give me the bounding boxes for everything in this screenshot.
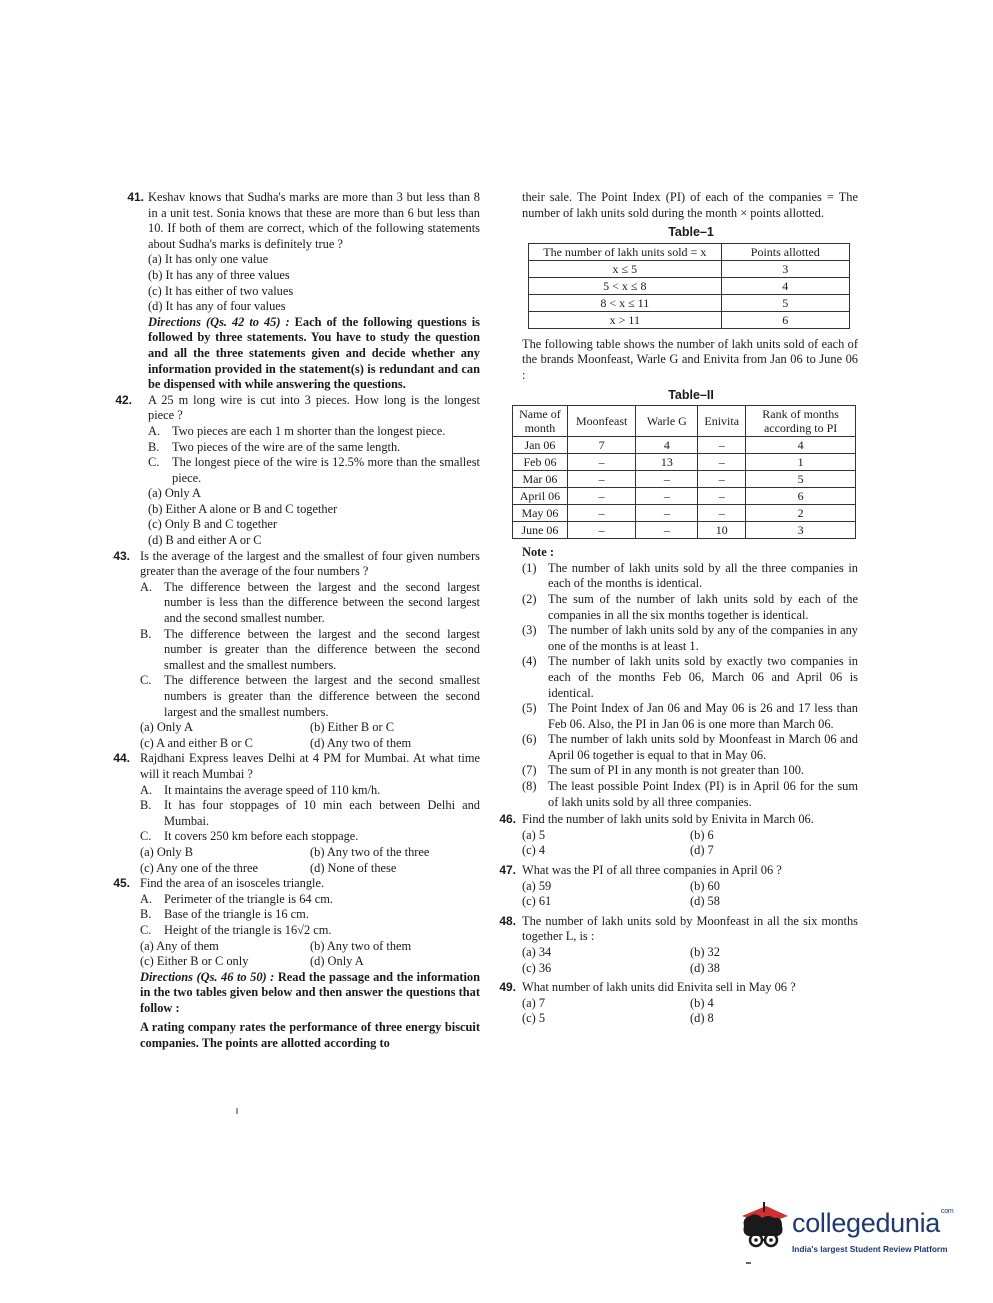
table-header: Points allotted bbox=[721, 243, 849, 260]
table-cell: x > 11 bbox=[529, 311, 722, 328]
question-41 bbox=[112, 190, 480, 393]
table-cell: – bbox=[636, 488, 698, 505]
option: (c) 61 bbox=[522, 894, 552, 909]
note-text: The least possible Point Index (PI) is in April 06 for the sum of lakh units sold by all three companies. bbox=[548, 779, 858, 809]
table-cell: – bbox=[698, 505, 746, 522]
table-cell: – bbox=[636, 505, 698, 522]
statement-label: A. bbox=[148, 423, 161, 438]
table-header: Rank of months according to PI bbox=[746, 406, 856, 437]
statement-b bbox=[148, 440, 480, 456]
table-cell: June 06 bbox=[513, 522, 568, 539]
table-row bbox=[513, 437, 856, 454]
table1-caption: Table–1 bbox=[668, 225, 714, 240]
table-cell: 3 bbox=[746, 522, 856, 539]
question-number: 44. bbox=[113, 751, 130, 766]
logo-wordmark: collegedunia bbox=[792, 1208, 941, 1238]
note-label: (7) bbox=[522, 763, 537, 778]
question-number: 48. bbox=[499, 913, 516, 928]
option: (b) 32 bbox=[690, 945, 720, 959]
directions-text: Each of the following questions is followed by three statements. You have to study the question and all the three statements given and decide whether any information provided in the statement(s) is redundant and can be dispensed with while answering the questions. bbox=[148, 314, 480, 392]
note-label: (2) bbox=[522, 591, 537, 606]
table-row bbox=[513, 471, 856, 488]
option: (c) Only B and C together bbox=[148, 517, 278, 532]
question-number: 43. bbox=[113, 548, 130, 563]
option: (b) Either A alone or B and C together bbox=[148, 501, 338, 516]
option: (b) 4 bbox=[690, 995, 714, 1010]
note-item bbox=[522, 763, 858, 779]
table-header: Moonfeast bbox=[567, 406, 636, 437]
question-text: Rajdhani Express leaves Delhi at 4 PM for Mumbai. At what time will it reach Mumbai ? bbox=[140, 751, 480, 781]
note-item bbox=[522, 732, 858, 763]
table-row bbox=[513, 522, 856, 539]
option: (b) Any two of them bbox=[310, 938, 412, 953]
statement-c bbox=[140, 673, 480, 720]
options-grid bbox=[140, 720, 480, 751]
table-cell: – bbox=[636, 522, 698, 539]
note-text: The number of lakh units sold by exactly two companies in each of the months Feb 06, March 06 and April 06 is identical. bbox=[548, 654, 858, 700]
statement-text: The longest piece of the wire is 12.5% more than the smallest piece. bbox=[172, 455, 480, 485]
table-row bbox=[513, 454, 856, 471]
question-45 bbox=[104, 876, 480, 1052]
statement-text: The difference between the largest and the second largest number is less than the difference between the second largest and the second smallest number. bbox=[164, 579, 480, 626]
table-row bbox=[529, 277, 850, 294]
table-cell: – bbox=[567, 505, 636, 522]
note-label: (8) bbox=[522, 779, 537, 794]
option: (b) 60 bbox=[690, 878, 720, 893]
scan-mark bbox=[236, 1108, 238, 1114]
statement-text: Base of the triangle is 16 cm. bbox=[164, 907, 309, 922]
question-text: Is the average of the largest and the smallest of four given numbers greater than the average of the four numbers ? bbox=[140, 548, 480, 579]
statement-c bbox=[140, 923, 480, 939]
note-label: (4) bbox=[522, 654, 537, 669]
table-row bbox=[513, 488, 856, 505]
statement-label: C. bbox=[148, 455, 160, 470]
option: (a) Only A bbox=[140, 720, 193, 735]
note-text: The sum of the number of lakh units sold by each of the companies in all the six months together is identical. bbox=[548, 591, 858, 622]
option: (d) Any two of them bbox=[310, 735, 412, 750]
statement-text: It covers 250 km before each stoppage. bbox=[164, 829, 359, 844]
table-row bbox=[529, 311, 850, 328]
options-grid bbox=[140, 939, 480, 970]
logo-tagline: India's largest Student Review Platform bbox=[792, 1244, 948, 1254]
option: (b) Either B or C bbox=[310, 720, 394, 735]
option: (d) None of these bbox=[310, 860, 397, 875]
options-grid bbox=[522, 879, 858, 910]
option: (c) It has either of two values bbox=[148, 283, 294, 298]
option: (d) 7 bbox=[690, 843, 714, 858]
options-grid bbox=[522, 945, 858, 976]
table-cell: May 06 bbox=[513, 505, 568, 522]
question-text: Find the area of an isosceles triangle. bbox=[140, 876, 325, 891]
left-column bbox=[112, 190, 480, 1052]
table-cell: x ≤ 5 bbox=[529, 260, 722, 277]
notes-section bbox=[494, 545, 858, 810]
option: (d) It has any of four values bbox=[148, 299, 286, 314]
note-title: Note : bbox=[522, 545, 554, 560]
question-text: The number of lakh units sold by Moonfeast in all the six months together L, is : bbox=[522, 913, 858, 944]
passage-text: A rating company rates the performance of three energy biscuit companies. The points are allotted according to bbox=[140, 1020, 480, 1051]
directions-46-50 bbox=[140, 970, 480, 1017]
statement-label: B. bbox=[148, 439, 160, 454]
table-header: Name of month bbox=[513, 406, 568, 437]
question-43 bbox=[104, 549, 480, 752]
note-text: The number of lakh units sold by any of the companies in any one of the months is at least 1. bbox=[548, 623, 858, 653]
table-cell: 13 bbox=[636, 454, 698, 471]
option: (d) B and either A or C bbox=[148, 533, 262, 548]
option: (a) Only A bbox=[148, 486, 201, 501]
table-cell: – bbox=[567, 454, 636, 471]
options-grid bbox=[140, 845, 480, 876]
statement-label: C. bbox=[140, 829, 152, 844]
note-text: The sum of PI in any month is not greater than 100. bbox=[548, 763, 805, 778]
note-item bbox=[522, 623, 858, 654]
table-cell: 5 bbox=[746, 471, 856, 488]
table-cell: 4 bbox=[636, 437, 698, 454]
question-number: 42. bbox=[115, 392, 132, 407]
question-47 bbox=[494, 863, 858, 910]
table-cell: 3 bbox=[721, 260, 849, 277]
table-header-row bbox=[513, 406, 856, 437]
option: (b) Any two of the three bbox=[310, 844, 430, 859]
statement-text: Two pieces are each 1 m shorter than the longest piece. bbox=[172, 423, 446, 438]
collegedunia-logo[interactable] bbox=[736, 1196, 964, 1266]
note-label: (5) bbox=[522, 701, 537, 716]
directions-text: Read the passage and the information in the two tables given below and then answer the questions that follow : bbox=[140, 969, 480, 1015]
option: (d) Only A bbox=[310, 954, 364, 969]
directions-label: Directions (Qs. 46 to 50) : bbox=[140, 969, 275, 984]
statement-c bbox=[148, 455, 480, 486]
statement-text: Two pieces of the wire are of the same length. bbox=[172, 439, 401, 454]
points-table bbox=[528, 243, 850, 329]
table-cell: – bbox=[567, 488, 636, 505]
question-48 bbox=[494, 914, 858, 976]
statement-label: A. bbox=[140, 579, 153, 594]
table-cell: 7 bbox=[567, 437, 636, 454]
options-grid bbox=[522, 996, 858, 1027]
question-text: What number of lakh units did Enivita sell in May 06 ? bbox=[522, 980, 796, 995]
statement-label: A. bbox=[140, 782, 153, 797]
table-cell: – bbox=[698, 471, 746, 488]
statement-b bbox=[140, 907, 480, 923]
option: (c) 36 bbox=[522, 960, 552, 975]
question-49 bbox=[494, 980, 858, 1027]
note-item bbox=[522, 779, 858, 810]
statement-a bbox=[148, 424, 480, 440]
table-cell: Mar 06 bbox=[513, 471, 568, 488]
option: (c) Either B or C only bbox=[140, 954, 249, 969]
logo-suffix: com bbox=[941, 1208, 954, 1215]
sales-table bbox=[512, 405, 856, 539]
statement-text: The difference between the largest and the second smallest numbers is greater than the difference between the second largest and the smallest numbers. bbox=[164, 673, 480, 719]
question-text: What was the PI of all three companies in April 06 ? bbox=[522, 863, 782, 878]
option: (a) Only B bbox=[140, 844, 193, 859]
option: (a) It has only one value bbox=[148, 252, 269, 267]
option: (a) 59 bbox=[522, 878, 552, 893]
table-header: Warle G bbox=[636, 406, 698, 437]
directions-label: Directions (Qs. 42 to 45) : bbox=[148, 314, 290, 329]
statement-a bbox=[140, 580, 480, 627]
option: (a) Any of them bbox=[140, 938, 219, 953]
note-label: (6) bbox=[522, 732, 537, 747]
table-cell: April 06 bbox=[513, 488, 568, 505]
statement-text: Height of the triangle is 16√2 cm. bbox=[164, 922, 332, 937]
table-cell: – bbox=[698, 488, 746, 505]
option: (c) 5 bbox=[522, 1011, 546, 1026]
statement-b bbox=[140, 798, 480, 829]
directions-42-45 bbox=[148, 315, 480, 393]
table-header-row bbox=[529, 243, 850, 260]
question-number: 47. bbox=[499, 863, 516, 878]
statement-text: Perimeter of the triangle is 64 cm. bbox=[164, 891, 333, 906]
question-46 bbox=[494, 812, 858, 859]
question-42 bbox=[104, 393, 480, 549]
option: (c) 4 bbox=[522, 843, 546, 858]
table2-caption: Table–II bbox=[668, 387, 714, 402]
statement-text: It has four stoppages of 10 min each between Delhi and Mumbai. bbox=[164, 798, 480, 828]
option: (d) 58 bbox=[690, 894, 720, 909]
option: (a) 7 bbox=[522, 995, 546, 1010]
note-label: (1) bbox=[522, 560, 537, 575]
table-cell: 8 < x ≤ 11 bbox=[529, 294, 722, 311]
table-header: Enivita bbox=[698, 406, 746, 437]
question-text: Keshav knows that Sudha's marks are more than 3 but less than 8 in a unit test. Sonia knows that these are more than 6 but less than 10. If both of them are correct, which of the following statements about Sudha's marks is definitely true ? bbox=[148, 190, 480, 251]
table-cell: 6 bbox=[721, 311, 849, 328]
table-row bbox=[513, 505, 856, 522]
table-cell: Feb 06 bbox=[513, 454, 568, 471]
question-number: 46. bbox=[499, 812, 516, 827]
option: (c) Any one of the three bbox=[140, 860, 259, 875]
table-cell: 4 bbox=[721, 277, 849, 294]
question-number: 41. bbox=[127, 190, 144, 204]
note-item bbox=[522, 561, 858, 592]
note-label: (3) bbox=[522, 623, 537, 638]
statement-b bbox=[140, 627, 480, 674]
table-cell: – bbox=[567, 471, 636, 488]
table-cell: 6 bbox=[746, 488, 856, 505]
statement-label: B. bbox=[140, 907, 152, 922]
note-item bbox=[522, 654, 858, 701]
note-item bbox=[522, 592, 858, 623]
statement-text: It maintains the average speed of 110 km/h. bbox=[164, 782, 381, 797]
statement-label: C. bbox=[140, 922, 152, 937]
question-text: A 25 m long wire is cut into 3 pieces. How long is the longest piece ? bbox=[148, 392, 480, 423]
question-number: 49. bbox=[499, 980, 516, 995]
statement-a bbox=[140, 892, 480, 908]
table-cell: 10 bbox=[698, 522, 746, 539]
question-text: Find the number of lakh units sold by Enivita in March 06. bbox=[522, 812, 814, 827]
table-row bbox=[529, 294, 850, 311]
option: (b) It has any of three values bbox=[148, 267, 290, 282]
statement-label: B. bbox=[140, 798, 152, 813]
note-text: The number of lakh units sold by Moonfeast in March 06 and April 06 together is equal to that in May 06. bbox=[548, 732, 858, 762]
mascot-icon bbox=[736, 1198, 790, 1258]
note-text: The Point Index of Jan 06 and May 06 is 26 and 17 less than Feb 06. Also, the PI in Jan 06 is one more than March 06. bbox=[548, 701, 858, 731]
note-item bbox=[522, 701, 858, 732]
statement-label: B. bbox=[140, 626, 152, 641]
passage-continued: their sale. The Point Index (PI) of each of the companies = The number of lakh units sold during the month × points allotted. bbox=[522, 190, 858, 220]
option: (b) 6 bbox=[690, 827, 714, 842]
statement-label: C. bbox=[140, 673, 152, 688]
table2-intro: The following table shows the number of lakh units sold of each of the brands Moonfeast, Warle G and Enivita from Jan 06 to June 06 : bbox=[522, 336, 858, 382]
table-cell: – bbox=[567, 522, 636, 539]
statement-text: The difference between the largest and the second largest number is greater than the difference between the second smallest and the smallest numbers. bbox=[164, 626, 480, 672]
table-cell: 1 bbox=[746, 454, 856, 471]
table-cell: – bbox=[698, 437, 746, 454]
right-column bbox=[494, 190, 858, 1027]
option: (a) 34 bbox=[522, 945, 552, 959]
table-cell: 4 bbox=[746, 437, 856, 454]
logo-name bbox=[792, 1208, 953, 1239]
question-44 bbox=[104, 751, 480, 876]
statement-label: A. bbox=[140, 891, 153, 906]
table-cell: Jan 06 bbox=[513, 437, 568, 454]
statement-c bbox=[140, 829, 480, 845]
table-cell: 5 < x ≤ 8 bbox=[529, 277, 722, 294]
table-row bbox=[529, 260, 850, 277]
question-number: 45. bbox=[113, 876, 130, 891]
table-header: The number of lakh units sold = x bbox=[529, 243, 722, 260]
table-cell: – bbox=[698, 454, 746, 471]
option: (d) 8 bbox=[690, 1011, 714, 1026]
table-cell: – bbox=[636, 471, 698, 488]
options-grid bbox=[522, 828, 858, 859]
option: (d) 38 bbox=[690, 960, 720, 975]
option: (c) A and either B or C bbox=[140, 735, 253, 750]
note-text: The number of lakh units sold by all the three companies in each of the months is identical. bbox=[548, 560, 858, 591]
option: (a) 5 bbox=[522, 827, 546, 842]
statement-a bbox=[140, 783, 480, 799]
table-cell: 2 bbox=[746, 505, 856, 522]
table-cell: 5 bbox=[721, 294, 849, 311]
